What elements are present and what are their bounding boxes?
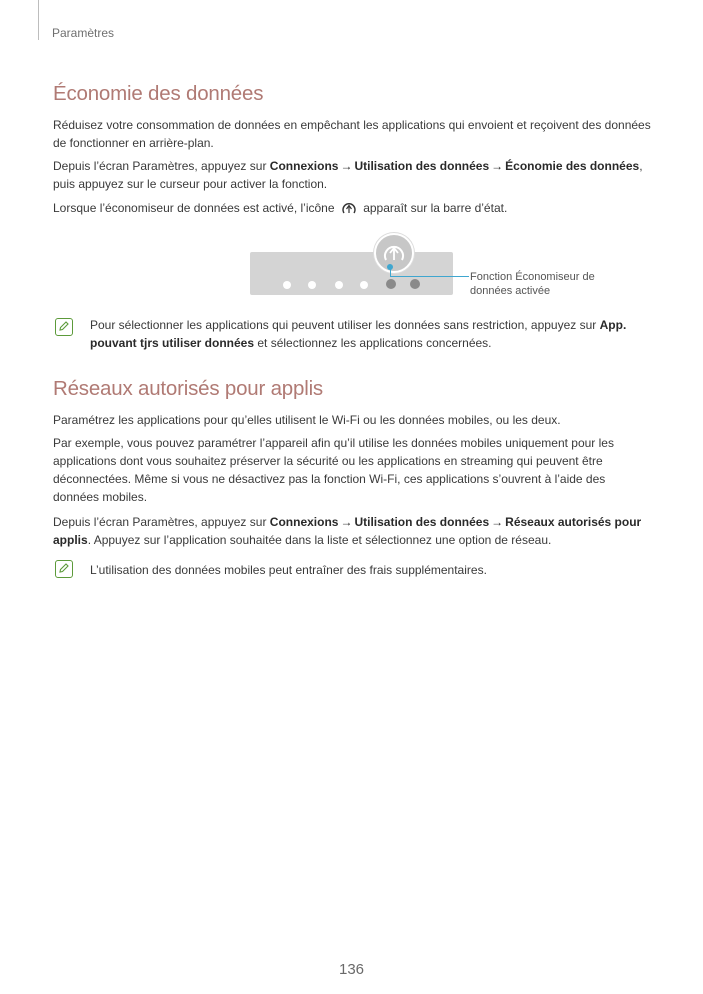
header-rule [38,0,39,40]
data-saver-intro: Réduisez votre consommation de données en empêchant les applications qui envoient et reçoivent des données de fonctionner en arrière-plan. [53,118,651,150]
data-saver-icon-sentence: Lorsque l’économiseur de données est activé, l’icône apparaît sur la barre d’état. [53,201,508,215]
figure-callout-label: Fonction Économiseur de données activée [470,271,595,297]
note-pencil-icon [55,318,73,336]
data-saver-tile-icon [386,279,396,289]
sound-icon [335,281,343,289]
section-title-allowed-networks: Réseaux autorisés pour applis [53,377,323,400]
rotate-icon [360,281,368,289]
note-pencil-icon [55,560,73,578]
section-title-data-saver: Économie des données [53,82,264,105]
allowed-networks-steps: Depuis l’écran Paramètres, appuyez sur Connexions → Utilisation des données → Réseaux autorisés pour applis. Appuyez sur l’application souhaitée dans la liste et sélectionnez une option de réseau. [53,515,642,547]
path-connexions-2: Connexions [269,515,339,529]
page-number: 136 [338,961,365,978]
callout-dot [387,264,393,270]
mobile-data-tile-icon [410,279,420,289]
data-saver-steps: Depuis l’écran Paramètres, appuyez sur Connexions → Utilisation des données → Économie des données, puis appuyez sur le curseur pour activer la fonction. [53,159,643,191]
path-connexions: Connexions [269,159,339,173]
path-data-usage: Utilisation des données [354,159,490,173]
note-data-saver: Pour sélectionner les applications qui peuvent utiliser les données sans restriction, appuyez sur App. pouvant tjrs utiliser données et sélectionnez les applications concernées. [90,318,627,350]
bluetooth-icon [308,281,316,289]
callout-line [390,266,469,277]
path-data-saver: Économie des données [505,159,640,173]
allowed-networks-example: Par exemple, vous pouvez paramétrer l’appareil afin qu’il utilise les données mobiles uniquement pour les applications dont vous souhaitez préserver la sécurité ou les applications en streaming qui peuvent être déconnectées. Même si vous ne désactivez pas la fonction Wi-Fi, ces applications s’ouvrent à l’aide des données mobiles. [53,436,614,504]
path-data-usage-2: Utilisation des données [354,515,490,529]
path-allowed-networks: Réseaux autorisés pour applis [53,515,642,547]
wifi-icon [283,281,291,289]
note-mobile-data-fees: L’utilisation des données mobiles peut entraîner des frais supplémentaires. [90,563,487,577]
allowed-networks-intro: Paramétrez les applications pour qu’elles utilisent le Wi-Fi ou les données mobiles, ou les deux. [53,413,561,427]
path-unrestricted-apps: App. pouvant tjrs utiliser données [90,318,627,350]
header-section-label: Paramètres [52,26,115,40]
data-saver-icon [340,200,358,216]
